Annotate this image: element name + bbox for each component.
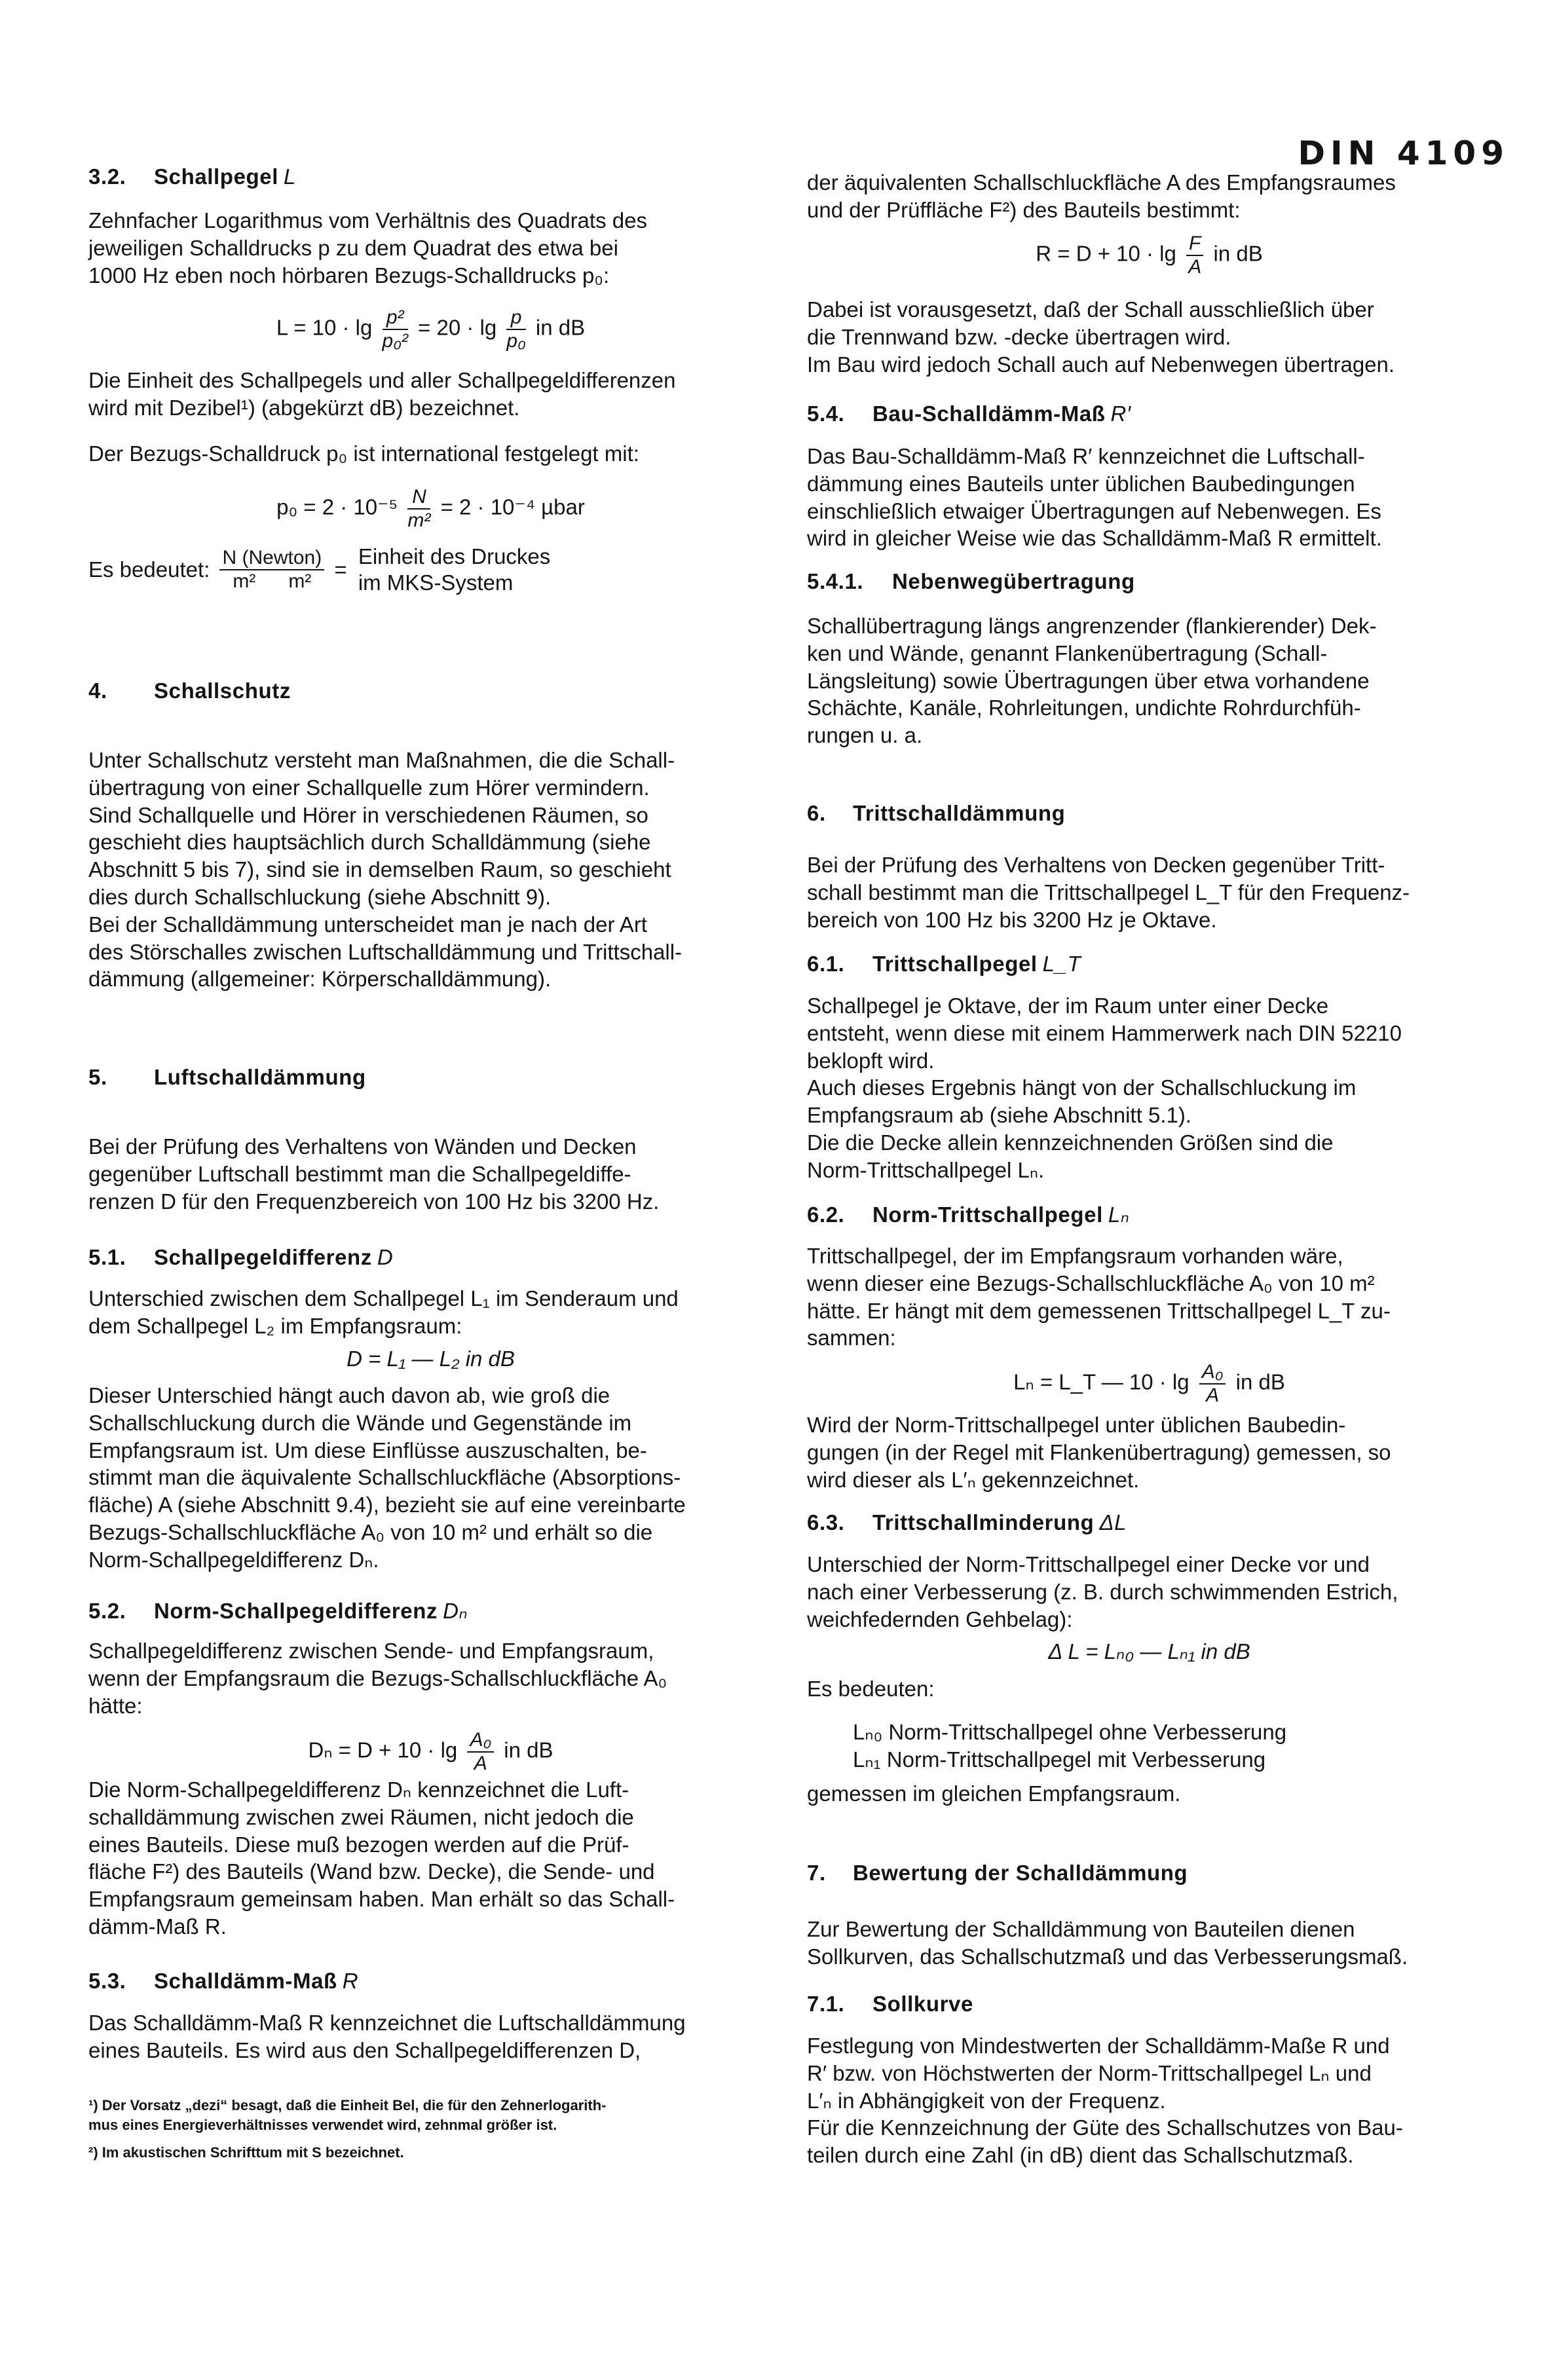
paragraph: Unterschied der Norm-Trittschallpegel einer Decke vor und nach einer Verbesserung (z. B. durch schwimmenden Estrich, weichfedernden Gehbelag): [807, 1552, 1398, 1631]
formula-differenz: D = L₁ — L₂ in dB [347, 1347, 515, 1371]
heading-5: 5. Luftschalldämmung [88, 1065, 366, 1089]
heading-5-2: 5.2. Norm-Schallpegeldifferenz Dₙ [88, 1599, 468, 1623]
heading-5-4: 5.4. Bau-Schalldämm-Maß R′ [807, 401, 1131, 426]
heading-4: 4. Schallschutz [88, 679, 291, 703]
paragraph: Unter Schallschutz versteht man Maßnahmen, die die Schall- übertragung von einer Schallquelle zum Hörer vermindern. Sind Schallquelle und Hörer in verschiedenen Räumen, so geschieht dies hauptsächlich durch Schalldämmung (siehe Abschnitt 5 bis 7), sind sie in demselben Raum, so geschieht dies durch Schallschluckung (siehe Abschnitt 9). Bei der Schalldämmung unterscheidet man je nach der Art des Störschalles zwischen Luftschalldämmung und Trittschall- dämmung (allgemeiner: Körperschalldämmung). [88, 748, 683, 992]
formula-bezugsschalldruck: p₀ = 2 · 10⁻⁵ $\frac{N}{\text{m²}}$ = 2 · 10⁻⁴ µbar [276, 486, 585, 531]
paragraph: Wird der Norm-Trittschallpegel unter üblichen Baubedin- gungen (in der Regel mit Flankenübertragung) gemessen, so wird dieser als L′ₙ gekennzeichnet. [807, 1413, 1391, 1492]
paragraph: Festlegung von Mindestwerten der Schalldämm-Maße R und R′ bzw. von Höchstwerten der Norm-Trittschallpegel Lₙ und L′ₙ in Abhängigkeit von der Frequenz. Für die Kennzeichnung der Güte des Schallschutzes von Bau- teilen durch eine Zahl (in dB) dient das Schallschutzmaß. [807, 2034, 1403, 2168]
formula-schallpegel: L = 10 · lg $\frac{\text{p²}}{\text{p₀²}}$ = 20 · lg $\frac{p}{\text{p₀}}$ in dB [276, 307, 586, 352]
paragraph: Trittschallpegel, der im Empfangsraum vorhanden wäre, wenn dieser eine Bezugs-Schallschluckfläche A₀ von 10 m² hätte. Er hängt mit dem gemessenen Trittschallpegel L_T zu- sammen: [807, 1244, 1391, 1350]
formula-schalldaemm-mass: R = D + 10 · lg $\frac{F}{A}$ in dB [1036, 232, 1263, 278]
paragraph: Die Einheit des Schallpegels und aller Schallpegeldifferenzen wird mit Dezibel¹) (abgekürzt dB) bezeichnet. [88, 368, 676, 420]
formula-norm-differenz: Dₙ = D + 10 · lg $\frac{\text{A₀}}{A}$ in dB [308, 1729, 553, 1774]
heading-5-1: 5.1. Schallpegeldifferenz D [88, 1245, 394, 1269]
footnotes: ¹) Der Vorsatz „dezi“ besagt, daß die Einheit Bel, die für den Zehnerlogarith- mus eines Energieverhältnisses verwendet wird, zehnmal größer ist. ²) Im akustischen Schrifttum mit S bezeichnet. [88, 2097, 607, 2161]
paragraph: Bei der Prüfung des Verhaltens von Decken gegenüber Tritt- schall bestimmt man die Trittschallpegel L_T für den Frequenz- bereich von 100 Hz bis 3200 Hz je Oktave. [807, 853, 1410, 932]
heading-5-3: 5.3. Schalldämm-Maß R [88, 1969, 359, 1993]
heading-6: 6. Trittschalldämmung [807, 801, 1066, 825]
heading-3-2: 3.2. Schallpegel L [88, 164, 296, 189]
left-column [88, 0, 773, 2380]
din-header: DIN 4109 [1298, 134, 1509, 172]
definition-newton: Es bedeutet: $\frac{\text{N (Newton)}}{\text{m² m²}}$ = Einheit des Druckes im MKS-System [88, 544, 551, 595]
paragraph: Unterschied zwischen dem Schallpegel L₁ im Senderaum und dem Schallpegel L₂ im Empfangsraum: [88, 1286, 679, 1338]
heading-5-4-1: 5.4.1. Nebenwegübertragung [807, 569, 1135, 593]
paragraph: Das Bau-Schalldämm-Maß R′ kennzeichnet die Luftschall- dämmung eines Bauteils unter üblichen Baubedingungen einschließlich etwaiger Übertragungen auf Nebenwegen. Es wird in gleicher Weise wie das Schalldämm-Maß R ermittelt. [807, 444, 1382, 551]
heading-6-1: 6.1. Trittschallpegel L_T [807, 952, 1081, 976]
paragraph: Dieser Unterschied hängt auch davon ab, wie groß die Schallschluckung durch die Wände und Gegenstände im Empfangsraum ist. Um diese Einflüsse auszuschalten, be- stimmt man die äquivalente Schallschluckfläche (Absorptions- fläche) A (siehe Abschnitt 9.4), bezieht sie auf eine vereinbarte Bezugs-Schallschluckfläche A₀ von 10 m² und erhält so die Norm-Schallpegeldifferenz Dₙ. [88, 1383, 686, 1572]
heading-6-2: 6.2. Norm-Trittschallpegel Lₙ [807, 1202, 1130, 1227]
right-column [807, 0, 1491, 2380]
paragraph: Schallpegeldifferenz zwischen Sende- und Empfangsraum, wenn der Empfangsraum die Bezugs-Schallschluckfläche A₀ hätte: [88, 1639, 667, 1718]
heading-7-1: 7.1. Sollkurve [807, 1992, 973, 2016]
paragraph: Zur Bewertung der Schalldämmung von Bauteilen dienen Sollkurven, das Schallschutzmaß und das Verbesserungsmaß. [807, 1917, 1408, 1969]
paragraph: Bei der Prüfung des Verhaltens von Wänden und Decken gegenüber Luftschall bestimmt man die Schallpegeldiffe- renzen D für den Frequenzbereich von 100 Hz bis 3200 Hz. [88, 1134, 660, 1214]
paragraph: Zehnfacher Logarithmus vom Verhältnis des Quadrats des jeweiligen Schalldrucks p zu dem Quadrat des etwa bei 1000 Hz eben noch hörbaren Bezugs-Schalldrucks p₀: [88, 208, 647, 288]
paragraph: Schallübertragung längs angrenzender (flankierender) Dek- ken und Wände, genannt Flankenübertragung (Schall- Längsleitung) sowie Übertragungen über etwa vorhandene Schächte, Kanäle, Rohrleitungen, undichte Rohrdurchfüh- rungen u. a. [807, 614, 1377, 748]
formula-minderung: Δ L = Lₙ₀ — Lₙ₁ in dB [1048, 1639, 1250, 1664]
definition-list: Lₙ₀ Norm-Trittschallpegel ohne Verbesserung Lₙ₁ Norm-Trittschallpegel mit Verbesserung [853, 1720, 1287, 1772]
paragraph: gemessen im gleichen Empfangsraum. [807, 1781, 1181, 1806]
heading-7: 7. Bewertung der Schalldämmung [807, 1861, 1188, 1885]
paragraph: Dabei ist vorausgesetzt, daß der Schall ausschließlich über die Trennwand bzw. -decke übertragen wird. Im Bau wird jedoch Schall auch auf Nebenwegen übertragen. [807, 297, 1395, 377]
paragraph: Das Schalldämm-Maß R kennzeichnet die Luftschalldämmung eines Bauteils. Es wird aus den Schallpegeldifferenzen D, [88, 2011, 686, 2062]
formula-norm-trittschall: Lₙ = L_T — 10 · lg $\frac{\text{A₀}}{A}$ in dB [1013, 1361, 1285, 1406]
paragraph: Schallpegel je Oktave, der im Raum unter einer Decke entsteht, wenn diese mit einem Hammerwerk nach DIN 52210 beklopft wird. Auch dieses Ergebnis hängt von der Schallschluckung im Empfangsraum ab (siehe Abschnitt 5.1). Die die Decke allein kennzeichnenden Größen sind die Norm-Trittschallpegel Lₙ. [807, 994, 1402, 1182]
paragraph: Der Bezugs-Schalldruck p₀ ist international festgelegt mit: [88, 441, 639, 466]
paragraph: der äquivalenten Schallschluckfläche A des Empfangsraumes und der Prüffläche F²) des Bauteils bestimmt: [807, 170, 1396, 222]
paragraph: Es bedeuten: [807, 1677, 935, 1701]
heading-6-3: 6.3. Trittschallminderung ΔL [807, 1510, 1127, 1534]
paragraph: Die Norm-Schallpegeldifferenz Dₙ kennzeichnet die Luft- schalldämmung zwischen zwei Räumen, nicht jedoch die eines Bauteils. Diese muß bezogen werden auf die Prüf- fläche F²) des Bauteils (Wand bzw. Decke), die Sende- und Empfangsraum gemeinsam haben. Man erhält so das Schall- dämm-Maß R. [88, 1777, 675, 1939]
